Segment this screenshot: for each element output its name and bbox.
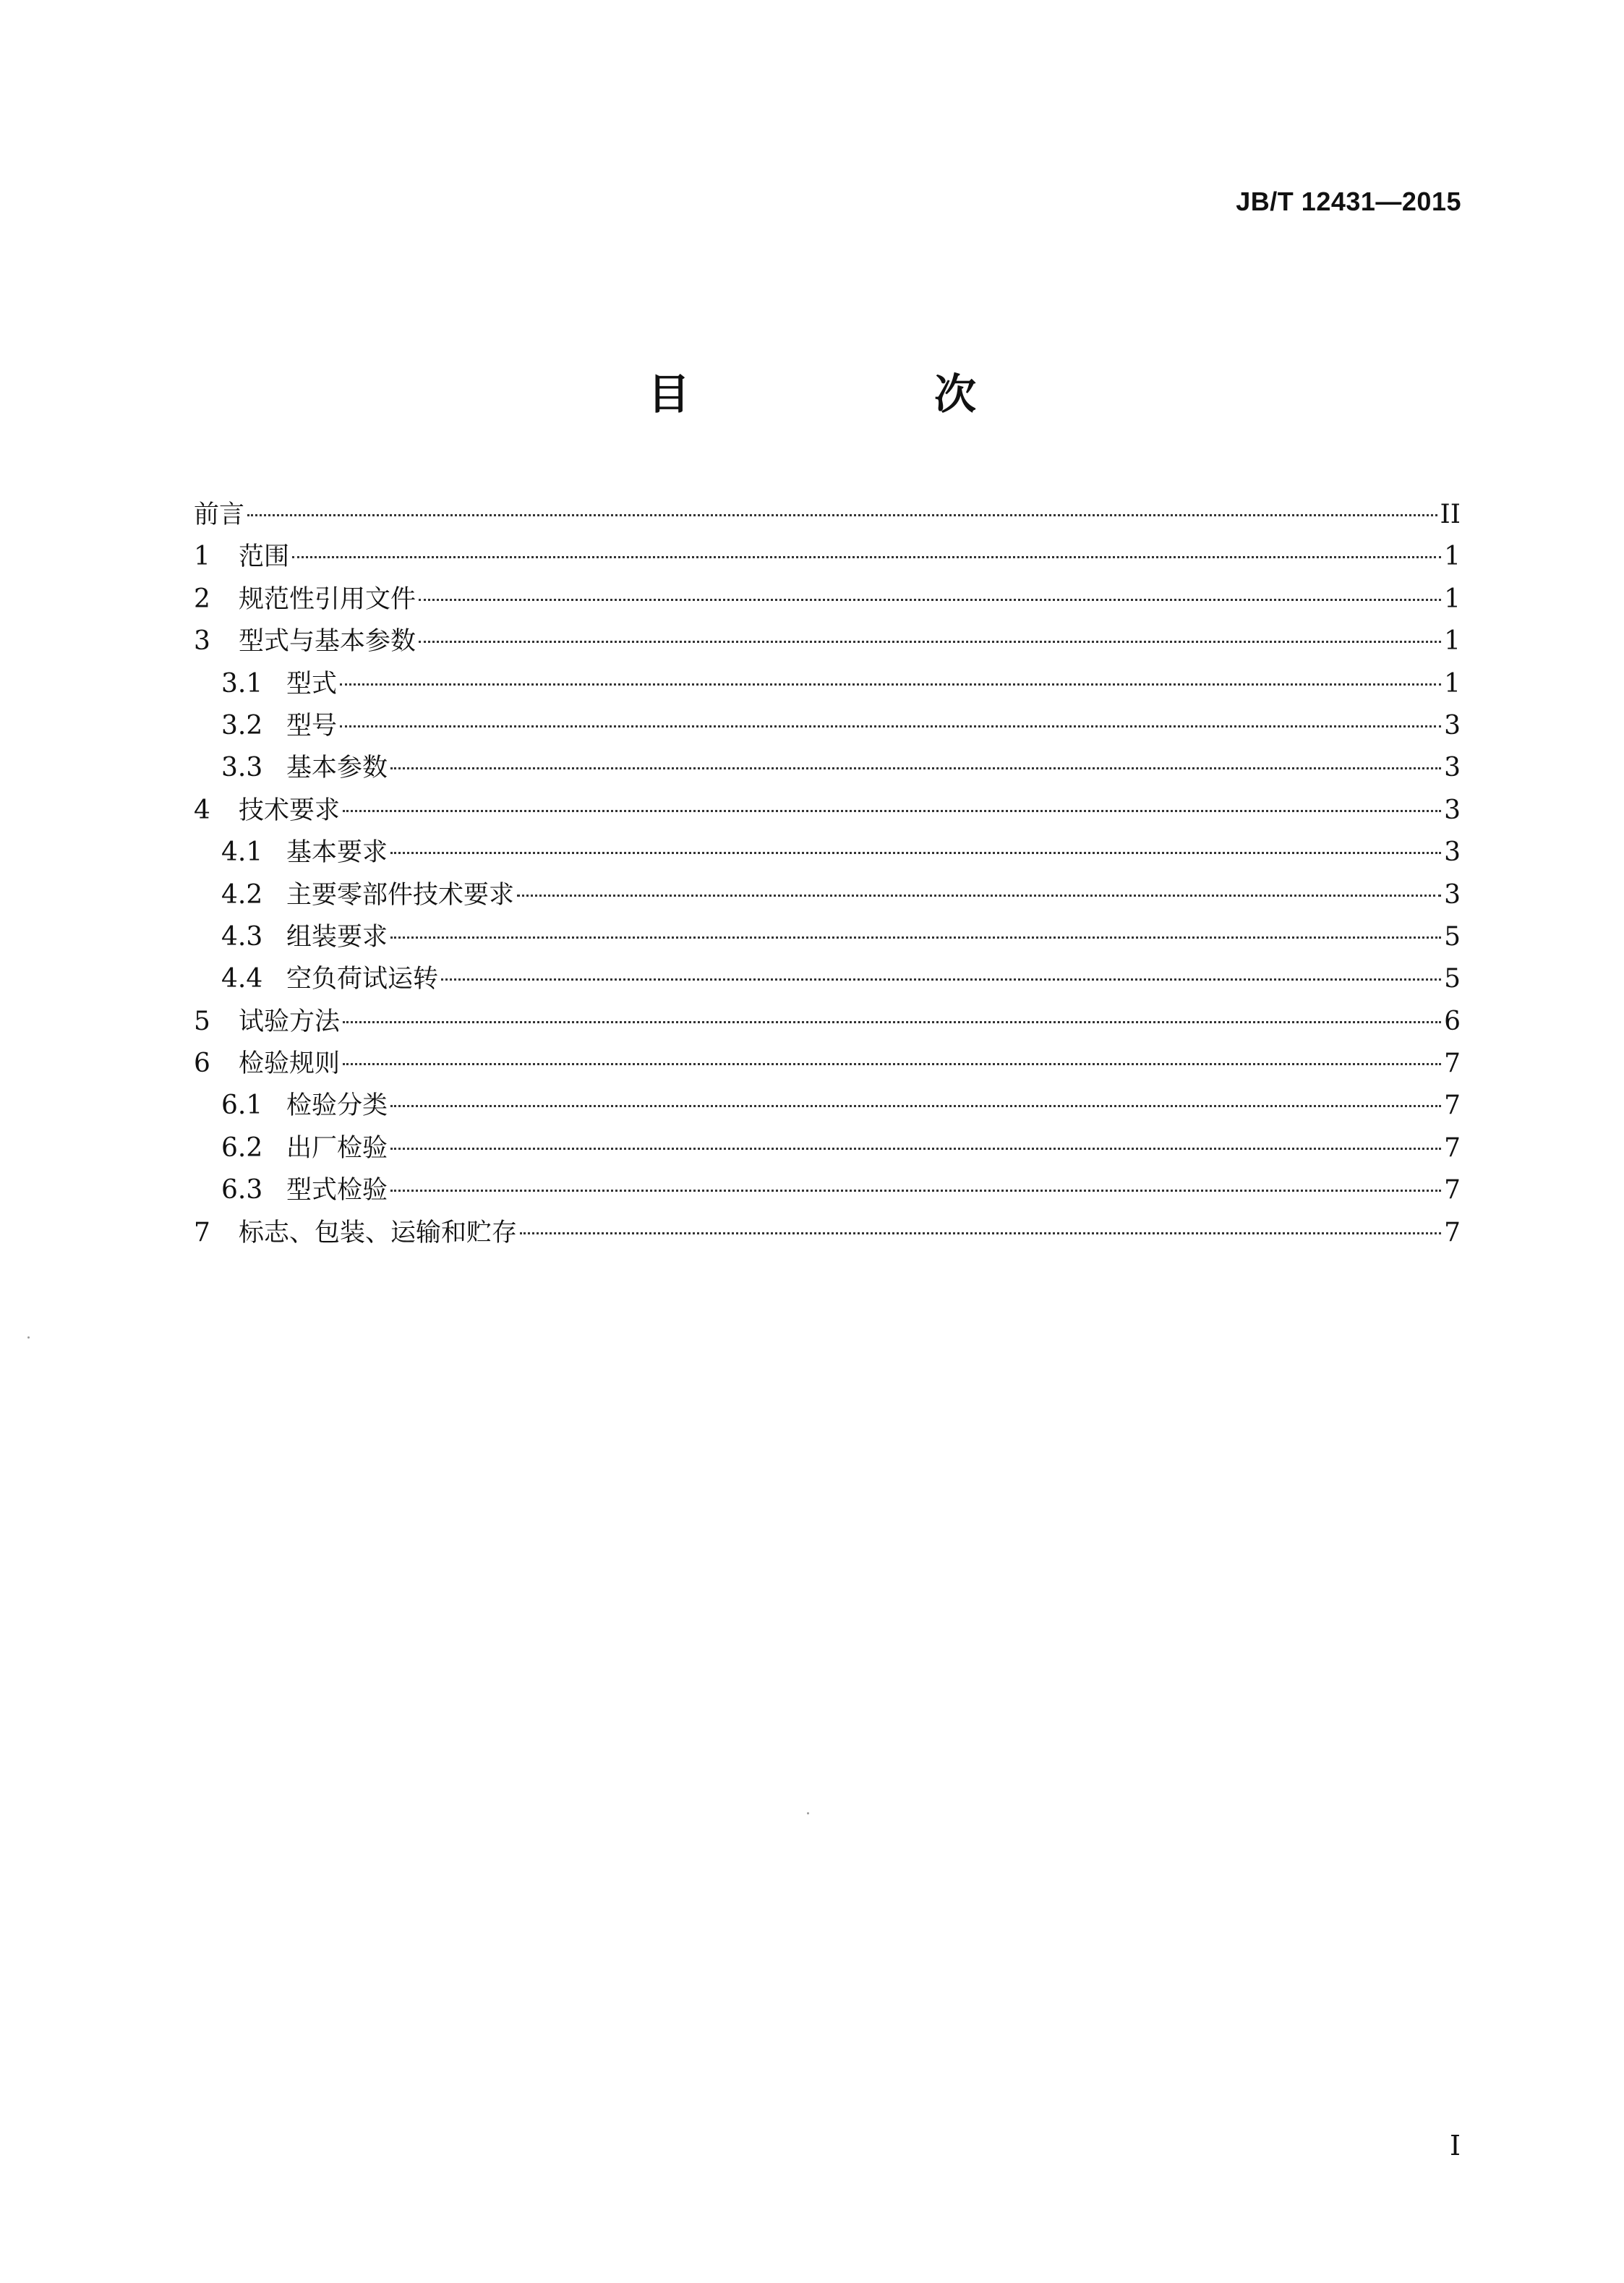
toc-entry-label: 规范性引用文件 <box>239 584 416 614</box>
toc-entry-page: 7 <box>1444 1217 1461 1247</box>
toc-entry-label: 技术要求 <box>239 795 341 825</box>
toc-entry-number: 5 <box>194 1006 210 1036</box>
toc-dot-leader <box>343 1063 1441 1065</box>
toc-entry-number: 6.3 <box>221 1175 263 1205</box>
toc-entry-label: 空负荷试运转 <box>286 965 439 994</box>
toc-entry-label: 试验方法 <box>239 1007 341 1036</box>
toc-entry[interactable] <box>194 1212 1461 1254</box>
toc-dot-leader <box>390 1190 1441 1192</box>
toc-entry-label: 基本参数 <box>286 754 388 783</box>
toc-entry-number: 3.3 <box>221 753 263 783</box>
toc-entry-page: 7 <box>1444 1175 1461 1205</box>
toc-entry[interactable] <box>194 1127 1461 1169</box>
toc-entry-label: 前言 <box>194 500 245 529</box>
toc-dot-leader <box>390 767 1441 769</box>
toc-entry[interactable] <box>194 790 1461 832</box>
toc-entry[interactable] <box>194 1169 1461 1211</box>
toc-entry-label: 组装要求 <box>286 922 388 952</box>
toc-entry[interactable] <box>194 832 1461 874</box>
toc-entry-label: 型号 <box>286 711 338 741</box>
toc-entry[interactable] <box>194 494 1461 536</box>
toc-entry-page: 6 <box>1444 1006 1461 1036</box>
toc-dot-leader <box>390 1148 1441 1150</box>
toc-entry[interactable] <box>194 579 1461 620</box>
toc-dot-leader <box>390 1105 1441 1107</box>
toc-entry[interactable] <box>194 536 1461 578</box>
toc-entry[interactable] <box>194 916 1461 958</box>
toc-dot-leader <box>247 514 1437 516</box>
toc-entry-label: 型式与基本参数 <box>239 627 416 657</box>
toc-entry-number: 4.4 <box>221 964 263 994</box>
toc-entry-page: 5 <box>1444 921 1461 952</box>
toc-entry[interactable] <box>194 1043 1461 1085</box>
toc-entry[interactable] <box>194 705 1461 747</box>
toc-entry-number: 3.2 <box>221 710 263 741</box>
scan-speck <box>807 1812 809 1814</box>
toc-entry-label: 型式 <box>286 669 338 699</box>
toc-entry[interactable] <box>194 747 1461 789</box>
toc-dot-leader <box>292 556 1441 558</box>
toc-dot-leader <box>343 1021 1441 1023</box>
toc-entry[interactable] <box>194 1001 1461 1043</box>
toc-dot-leader <box>441 978 1441 981</box>
toc-entry[interactable] <box>194 958 1461 1000</box>
page-number: I <box>1449 2130 1461 2162</box>
toc-entry-number: 4 <box>194 795 210 825</box>
toc-entry-label: 出厂检验 <box>286 1133 388 1163</box>
toc-entry-label: 标志、包装、运输和贮存 <box>239 1218 518 1247</box>
standard-code: JB/T 12431—2015 <box>1236 187 1461 216</box>
toc-entry-page: 1 <box>1444 668 1461 699</box>
toc-dot-leader <box>390 852 1441 854</box>
toc-entry-page: 1 <box>1444 542 1461 572</box>
table-of-contents <box>194 494 1461 1254</box>
toc-dot-leader <box>390 936 1441 939</box>
toc-entry-page: 1 <box>1444 626 1461 657</box>
toc-entry-number: 1 <box>194 542 210 572</box>
toc-entry-number: 3.1 <box>221 668 263 699</box>
toc-dot-leader <box>340 683 1441 686</box>
toc-entry-label: 检验分类 <box>286 1091 388 1121</box>
toc-entry-number: 6.2 <box>221 1132 263 1163</box>
toc-entry-page: 1 <box>1444 584 1461 614</box>
toc-entry-label: 范围 <box>239 542 290 572</box>
toc-entry-number: 2 <box>194 584 210 614</box>
toc-entry-label: 基本要求 <box>286 838 388 868</box>
toc-entry-page: 7 <box>1444 1132 1461 1163</box>
toc-entry[interactable] <box>194 663 1461 705</box>
toc-entry-page: II <box>1440 500 1461 529</box>
toc-entry-number: 4.2 <box>221 879 263 910</box>
toc-entry-page: 3 <box>1444 795 1461 825</box>
toc-entry[interactable] <box>194 620 1461 662</box>
toc-dot-leader <box>419 599 1441 601</box>
toc-dot-leader <box>517 895 1441 897</box>
toc-entry-label: 主要零部件技术要求 <box>286 880 515 910</box>
toc-entry-number: 6 <box>194 1049 210 1079</box>
toc-entry-label: 型式检验 <box>286 1176 388 1205</box>
toc-dot-leader <box>520 1232 1441 1234</box>
toc-dot-leader <box>340 725 1441 727</box>
toc-entry-page: 3 <box>1444 710 1461 741</box>
toc-entry[interactable] <box>194 1085 1461 1127</box>
toc-entry-label: 检验规则 <box>239 1049 341 1079</box>
toc-entry-page: 7 <box>1444 1091 1461 1121</box>
toc-entry-page: 3 <box>1444 879 1461 910</box>
toc-entry-number: 4.1 <box>221 837 263 868</box>
toc-entry-number: 6.1 <box>221 1091 263 1121</box>
page-title: 目 次 <box>647 370 1077 419</box>
toc-entry-number: 3 <box>194 626 210 657</box>
toc-entry-number: 7 <box>194 1217 210 1247</box>
toc-entry-page: 5 <box>1444 964 1461 994</box>
toc-entry[interactable] <box>194 874 1461 916</box>
toc-entry-page: 3 <box>1444 837 1461 868</box>
toc-dot-leader <box>419 641 1441 643</box>
scan-speck <box>27 1336 30 1339</box>
toc-entry-page: 3 <box>1444 753 1461 783</box>
toc-entry-page: 7 <box>1444 1049 1461 1079</box>
toc-dot-leader <box>343 810 1441 812</box>
toc-entry-number: 4.3 <box>221 921 263 952</box>
